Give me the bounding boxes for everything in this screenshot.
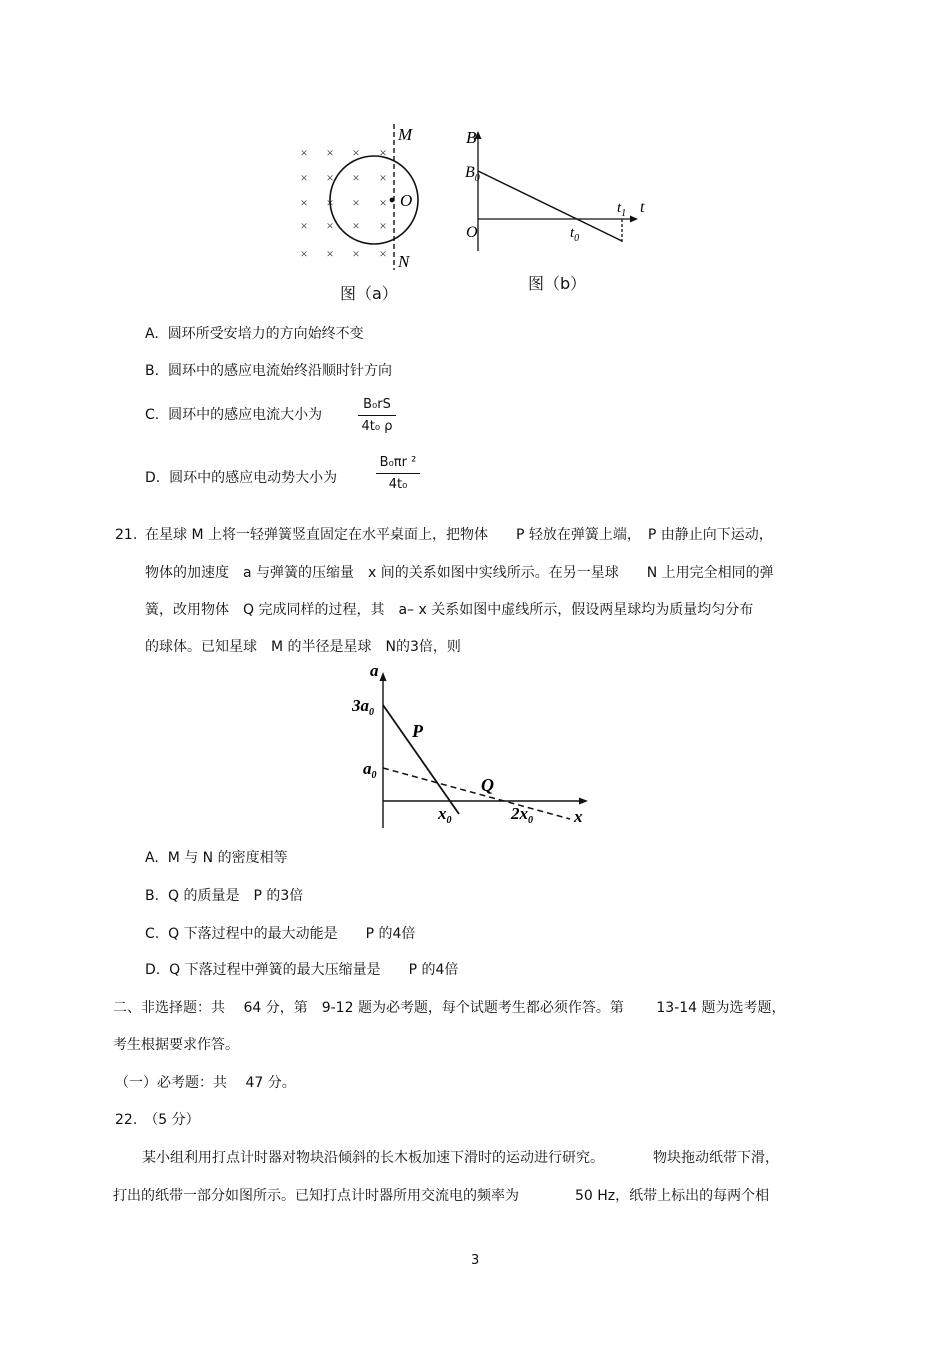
field-cross: × <box>352 170 360 185</box>
label-t0: $t_0$ <box>570 225 580 244</box>
label-t: t <box>640 199 645 216</box>
q21-option-b <box>145 887 303 905</box>
b-t-line <box>478 171 622 241</box>
field-cross: × <box>300 195 308 210</box>
option-text: Q 下落过程中的最大动能是 P 的4倍 <box>168 926 416 942</box>
field-cross: × <box>352 195 360 210</box>
figure-b-caption: 图（b） <box>528 274 587 293</box>
option-letter: D. <box>145 962 161 978</box>
q21-line-2: 物体的加速度 a 与弹簧的压缩量 x 间的关系如图中实线所示。在另一星球 N 上用完全相同的弹 <box>145 565 774 581</box>
label-2x0: $2x_0$ <box>511 804 533 826</box>
field-cross: × <box>326 170 334 185</box>
label-M: M <box>398 125 413 144</box>
x-axis-arrow <box>579 798 588 805</box>
option-text: 圆环所受安培力的方向始终不变 <box>167 326 364 342</box>
option-letter: A. <box>145 326 159 342</box>
section-2-line-2: 考生根据要求作答。 <box>113 1037 239 1053</box>
label-B: B <box>466 128 477 147</box>
option-text: Q 下落过程中弹簧的最大压缩量是 P 的4倍 <box>169 962 459 978</box>
a-axis-arrow <box>380 672 387 681</box>
label-t1: $t_1$ <box>617 200 627 219</box>
fraction-d <box>376 454 420 493</box>
section-2-line-1: 二、非选择题：共 64 分，第 9-12 题为必考题，每个试题考生都必须作答。第 13-14 题为选考题， <box>113 1000 786 1016</box>
t-axis-arrow <box>630 216 638 223</box>
field-cross: × <box>326 218 334 233</box>
q20-option-b <box>145 362 392 380</box>
label-origin: O <box>466 224 478 241</box>
field-cross: × <box>300 170 308 185</box>
q20-option-a <box>145 325 364 343</box>
label-a0: $a_0$ <box>363 759 377 781</box>
q22-line-1: 某小组利用打点计时器对物块沿倾斜的长木板加速下滑时的运动进行研究。 物块拖动纸带下滑， <box>128 1150 779 1166</box>
option-letter: B. <box>145 363 160 379</box>
label-3a0: $3a_0$ <box>352 696 374 718</box>
option-text: M 与 N 的密度相等 <box>167 850 288 866</box>
fraction-c-denominator: 4t₀ ρ <box>361 419 393 434</box>
field-cross: × <box>300 145 308 160</box>
q22-header: 22. （5 分） <box>115 1112 200 1128</box>
q21-option-d <box>145 961 458 979</box>
field-cross: × <box>352 145 360 160</box>
q21-line-1: 在星球 M 上将一轻弹簧竖直固定在水平桌面上，把物体 P 轻放在弹簧上端， P 由静止向下运动， <box>145 527 773 543</box>
page-number: 3 <box>471 1253 480 1268</box>
label-P: P <box>412 721 423 741</box>
figure-b-graph <box>460 125 660 265</box>
option-letter: B. <box>145 888 160 904</box>
field-cross: × <box>326 145 334 160</box>
field-cross: × <box>300 246 308 261</box>
q20-option-d <box>145 469 337 487</box>
center-dot <box>390 198 395 203</box>
line-Q <box>383 768 570 819</box>
q21-line-4: 的球体。已知星球 M 的半径是星球 N的3倍，则 <box>145 639 461 655</box>
field-cross: × <box>300 218 308 233</box>
field-cross: × <box>326 246 334 261</box>
option-letter: A. <box>145 850 159 866</box>
option-text: 圆环中的感应电动势大小为 <box>169 470 338 486</box>
label-B0: $B_0$ <box>465 164 480 184</box>
field-cross: × <box>379 195 387 210</box>
field-cross: × <box>379 246 387 261</box>
field-cross: × <box>352 246 360 261</box>
field-cross: × <box>326 195 334 210</box>
fraction-d-denominator: 4t₀ <box>388 477 408 492</box>
figure-a-caption: 图（a） <box>340 284 398 303</box>
fraction-d-numerator: B₀πr ² <box>379 455 417 470</box>
q20-option-c <box>145 406 322 424</box>
q21-option-a <box>145 849 288 867</box>
fraction-c-numerator: B₀rS <box>363 397 391 412</box>
figure-a-diagram <box>290 120 430 280</box>
q22-line-2: 打出的纸带一部分如图所示。已知打点计时器所用交流电的频率为 50 Hz，纸带上标出的每两个相 <box>113 1188 770 1204</box>
option-text: 圆环中的感应电流始终沿顺时针方向 <box>167 363 392 379</box>
q21-line-3: 簧，改用物体 Q 完成同样的过程，其 a– x 关系如图中虚线所示，假设两星球均为质量均匀分布 <box>145 602 754 618</box>
label-x: x <box>574 807 583 826</box>
field-cross: × <box>352 218 360 233</box>
field-cross: × <box>379 145 387 160</box>
option-letter: D. <box>145 470 161 486</box>
label-O: O <box>400 191 413 210</box>
q21-a-x-graph <box>350 664 600 830</box>
option-letter: C. <box>145 407 160 423</box>
label-a: a <box>370 664 379 680</box>
option-letter: C. <box>145 926 160 942</box>
q21-option-c <box>145 925 415 943</box>
q21-number: 21. <box>115 527 138 543</box>
field-cross: × <box>379 170 387 185</box>
option-text: 圆环中的感应电流大小为 <box>168 407 323 423</box>
section-2-subheading: （一）必考题：共 47 分。 <box>115 1075 296 1091</box>
field-cross: × <box>379 218 387 233</box>
label-N: N <box>398 252 410 271</box>
option-text: Q 的质量是 P 的3倍 <box>167 888 304 904</box>
fraction-c <box>358 396 396 435</box>
label-Q: Q <box>481 775 494 795</box>
label-x0: $x_0$ <box>438 804 452 826</box>
